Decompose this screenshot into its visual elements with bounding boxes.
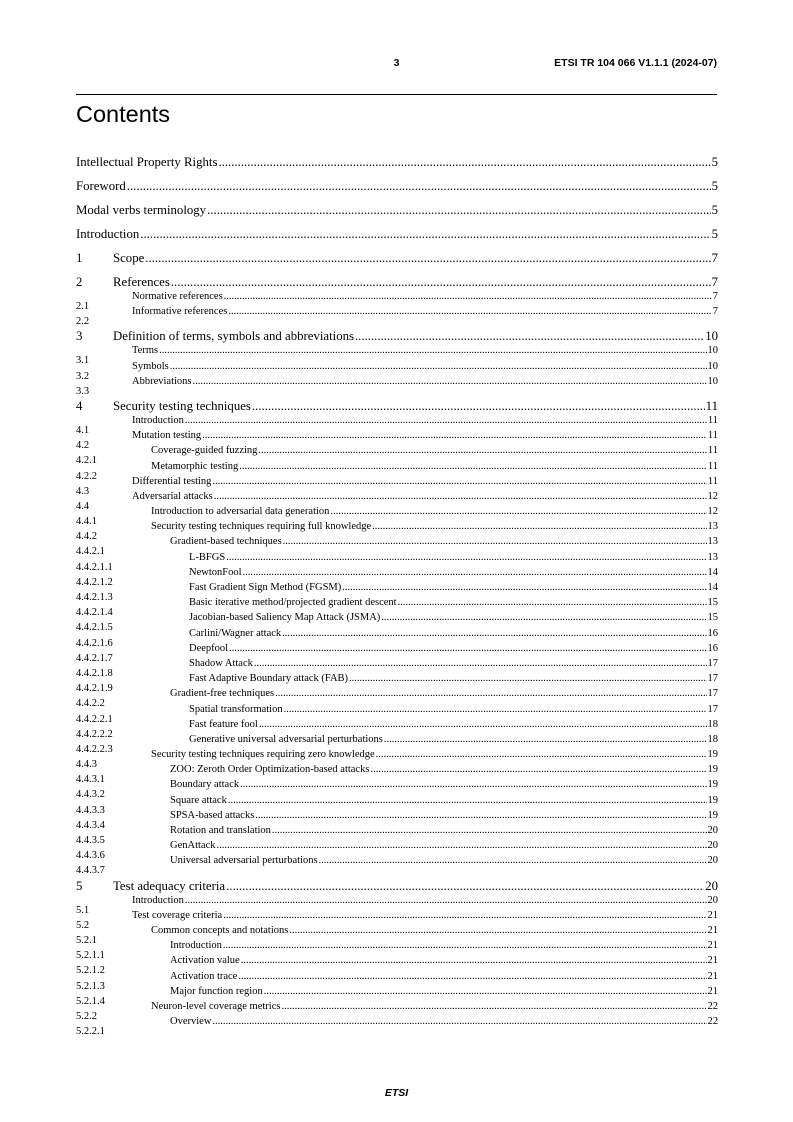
toc-entry[interactable]: 4.3 Differential testing ..... 11	[76, 474, 718, 489]
toc-entry[interactable]	[76, 252, 718, 265]
toc-entry-title: L-BFGS	[189, 551, 226, 563]
toc-entry-page: 17	[707, 673, 718, 685]
toc-entry-title: Terms	[132, 345, 159, 357]
toc-entry-page: 10	[707, 345, 718, 357]
toc-dot-leader	[398, 595, 707, 610]
toc-dot-leader	[372, 519, 706, 534]
toc-entry[interactable]: 4.4.3.4 SPSA-based attacks ..... 19	[76, 808, 718, 823]
toc-entry[interactable]: 4.4.2.1.6 Carlini/Wagner attack ..... 16	[76, 626, 718, 641]
toc-dot-leader	[212, 1014, 706, 1029]
toc-dot-leader	[224, 289, 712, 304]
toc-entry-page: 7	[711, 275, 718, 289]
toc-entry-page: 20	[707, 894, 718, 906]
toc-entry-title: Abbreviations	[132, 375, 192, 387]
toc-entry[interactable]: 3.1 Terms ..... 10	[76, 343, 718, 358]
toc-entry-page: 19	[707, 794, 718, 806]
toc-entry[interactable]: 3.3 Abbreviations ..... 10	[76, 374, 718, 389]
toc-dot-leader	[207, 204, 711, 217]
toc-entry-page: 14	[707, 582, 718, 593]
toc-entry-title: Carlini/Wagner attack	[189, 627, 282, 639]
toc-entry-title: Generative universal adversarial perturbations	[189, 733, 383, 745]
toc-entry-page: 5	[711, 179, 718, 193]
toc-dot-leader	[254, 656, 707, 671]
toc-entry[interactable]: 4.4.3.2 Boundary attack ..... 19	[76, 777, 718, 792]
toc-entry[interactable]: 4.4.2.1.8 Shadow Attack ..... 17	[76, 656, 718, 671]
toc-dot-leader	[185, 893, 707, 908]
toc-entry-page: 16	[707, 627, 718, 639]
toc-dot-leader	[376, 747, 707, 762]
toc-entry-title: Scope	[113, 251, 145, 265]
toc-entry-page: 17	[707, 703, 718, 715]
toc-entry-page: 14	[707, 566, 718, 578]
toc-entry-page: 7	[712, 291, 718, 302]
toc-entry[interactable]: 5.2.1.2 Activation value ..... 21	[76, 953, 718, 968]
toc-entry-title: Square attack	[170, 794, 227, 806]
toc-entry-page: 13	[707, 551, 718, 563]
toc-entry-page: 21	[707, 985, 718, 997]
toc-entry[interactable]: 4.4.2.1.9 Fast Adaptive Boundary attack (FAB) ..... 17	[76, 671, 718, 686]
toc-entry[interactable]: 5.1 Introduction ..... 20	[76, 893, 718, 908]
toc-entry-number: 4	[76, 398, 83, 413]
toc-entry-title: Intellectual Property Rights	[76, 155, 218, 169]
toc-entry-page: 20	[707, 840, 718, 852]
toc-dot-leader	[202, 428, 707, 443]
toc-dot-leader	[259, 717, 707, 732]
toc-dot-leader	[289, 923, 706, 938]
toc-entry-page: 10	[705, 329, 718, 344]
toc-entry[interactable]	[76, 156, 718, 169]
toc-entry[interactable]: 2.2 Informative references ..... 7	[76, 304, 718, 319]
toc-entry-title: GenAttack	[170, 840, 216, 852]
toc-entry-title: Foreword	[76, 179, 126, 193]
toc-entry-page: 22	[707, 1016, 718, 1028]
toc-dot-leader	[330, 504, 706, 519]
toc-entry-page: 11	[707, 414, 718, 426]
toc-entry-title: Security testing techniques requiring zero knowledge	[151, 749, 375, 761]
toc-dot-leader	[355, 330, 704, 343]
toc-entry-page: 5	[711, 227, 718, 241]
toc-dot-leader	[241, 953, 707, 968]
toc-entry-title: Introduction	[170, 940, 222, 952]
toc-entry-page: 20	[707, 855, 718, 867]
toc-dot-leader	[275, 686, 706, 701]
toc-entry[interactable]: 3.2 Symbols ..... 10	[76, 359, 718, 374]
toc-entry[interactable]: 4.4.2.1.5 Jacobian-based Saliency Map Attack (JSMA) ..... 15	[76, 610, 718, 625]
toc-entry-title: Jacobian-based Saliency Map Attack (JSMA)	[189, 612, 381, 624]
toc-entry[interactable]: 4.4.2.2.3 Generative universal adversarial perturbations ..... 18	[76, 732, 718, 747]
toc-entry[interactable]: 4.4.2.1.2 NewtonFool ..... 14	[76, 565, 718, 580]
toc-dot-leader	[240, 777, 706, 792]
header-rule	[76, 94, 717, 95]
toc-entry[interactable]: 5.2.2.1 Overview ..... 22	[76, 1014, 718, 1029]
toc-dot-leader	[381, 610, 706, 625]
toc-entry-page: 19	[707, 749, 718, 761]
toc-entry-title: Security testing techniques requiring full knowledge	[151, 521, 372, 533]
toc-dot-leader	[229, 641, 706, 656]
toc-dot-leader	[342, 580, 706, 595]
toc-entry[interactable]	[76, 228, 718, 241]
toc-dot-leader	[127, 180, 711, 193]
toc-entry-title: Introduction	[76, 227, 140, 241]
toc-entry[interactable]	[76, 880, 718, 893]
toc-entry[interactable]	[76, 330, 718, 343]
toc-dot-leader	[216, 838, 706, 853]
toc-entry[interactable]: 5.2.1.4 Major function region ..... 21	[76, 984, 718, 999]
toc-entry-title: Neuron-level coverage metrics	[151, 1000, 281, 1012]
toc-dot-leader	[159, 343, 706, 358]
toc-entry-title: Coverage-guided fuzzing	[151, 445, 258, 457]
toc-entry[interactable]: 4.2 Mutation testing ..... 11	[76, 428, 718, 443]
toc-dot-leader	[238, 969, 706, 984]
toc-entry-page: 16	[707, 642, 718, 654]
toc-dot-leader	[185, 413, 707, 428]
toc-entry-title: Fast Gradient Sign Method (FGSM)	[189, 582, 342, 593]
toc-entry-page: 11	[705, 398, 718, 413]
toc-dot-leader	[264, 984, 707, 999]
toc-entry-page: 10	[707, 375, 718, 387]
toc-entry[interactable]: 4.4.3 Security testing techniques requiring zero knowledge ..... 19	[76, 747, 718, 762]
toc-entry-page: 19	[707, 809, 718, 821]
toc-entry[interactable]: 4.1 Introduction ..... 11	[76, 413, 718, 428]
toc-entry[interactable]	[76, 276, 718, 289]
toc-dot-leader	[319, 853, 707, 868]
toc-entry-title: Fast feature fool	[189, 718, 258, 730]
toc-entry-title: References	[113, 275, 170, 289]
toc-entry-title: ZOO: Zeroth Order Optimization-based attacks	[170, 764, 370, 776]
toc-dot-leader	[243, 565, 707, 580]
toc-entry-page: 21	[707, 970, 718, 982]
toc-dot-leader	[223, 908, 706, 923]
toc-entry-title: Gradient-based techniques	[170, 536, 282, 548]
toc-entry[interactable]: 5.2.1.3 Activation trace ..... 21	[76, 969, 718, 984]
toc-entry-title: Activation trace	[170, 970, 238, 982]
toc-dot-leader	[284, 702, 707, 717]
toc-entry-title: Introduction	[132, 894, 184, 906]
toc-dot-leader	[223, 938, 707, 953]
toc-entry[interactable]: 5.2 Test coverage criteria ..... 21	[76, 908, 718, 923]
footer-logo-text: ETSI	[384, 1087, 409, 1099]
toc-entry-page: 11	[707, 430, 718, 442]
toc-dot-leader	[226, 880, 704, 893]
toc-entry[interactable]: 4.2.2 Metamorphic testing ..... 11	[76, 459, 718, 474]
toc-entry[interactable]: 4.4.2.2 Gradient-free techniques ..... 17	[76, 686, 718, 701]
page-header	[76, 57, 717, 73]
toc-entry-title: Test adequacy criteria	[113, 878, 226, 893]
toc-entry-page: 13	[707, 536, 718, 548]
toc-entry-page: 18	[707, 718, 718, 730]
page-number: 3	[393, 57, 400, 69]
toc-entry[interactable]: 2.1 Normative references ..... 7	[76, 289, 718, 304]
toc-entry-number: 5	[76, 878, 83, 893]
toc-entry-title: Security testing techniques	[113, 398, 251, 413]
toc-entry-title: Test coverage criteria	[132, 909, 223, 921]
toc-entry[interactable]: 4.4.2.1 Gradient-based techniques ..... 13	[76, 534, 718, 549]
toc-entry-page: 19	[707, 779, 718, 791]
toc-dot-leader	[193, 374, 707, 389]
toc-entry-page: 15	[707, 612, 718, 624]
toc-entry-title: NewtonFool	[189, 566, 242, 578]
toc-entry-title: Symbols	[132, 360, 169, 372]
toc-entry[interactable]: 4.4.2.1.3 Fast Gradient Sign Method (FGSM) ..... 14	[76, 580, 718, 595]
toc-entry[interactable]: 5.2.1 Common concepts and notations ..... 21	[76, 923, 718, 938]
toc-entry[interactable]	[76, 204, 718, 217]
toc-entry[interactable]: 5.2.2 Neuron-level coverage metrics ..... 22	[76, 999, 718, 1014]
toc-entry-title: Definition of terms, symbols and abbreviations	[113, 329, 354, 344]
toc-entry-page: 11	[707, 475, 718, 487]
toc-entry-page: 22	[707, 1000, 718, 1012]
toc-entry-page: 7	[711, 251, 718, 265]
toc-entry-page: 17	[707, 657, 718, 669]
toc-entry-page: 17	[707, 688, 718, 700]
toc-entry-title: Activation value	[170, 955, 240, 967]
toc-entry-title: Metamorphic testing	[151, 460, 239, 472]
toc-dot-leader	[282, 626, 706, 641]
toc-entry[interactable]: 4.4.3.3 Square attack ..... 19	[76, 793, 718, 808]
toc-dot-leader	[171, 276, 711, 289]
toc-dot-leader	[255, 808, 706, 823]
toc-entry-title: Fast Adaptive Boundary attack (FAB)	[189, 673, 349, 685]
toc-dot-leader	[370, 762, 706, 777]
toc-entry-title: Deepfool	[189, 642, 229, 654]
toc-entry-page: 21	[707, 955, 718, 967]
toc-entry[interactable]: 4.4.3.5 Rotation and translation ..... 20	[76, 823, 718, 838]
toc-dot-leader	[228, 304, 711, 319]
toc-dot-leader	[212, 474, 706, 489]
toc-entry-page: 20	[707, 825, 718, 836]
toc-entry-title: Introduction	[132, 414, 184, 426]
toc-entry-page: 5	[711, 203, 718, 217]
toc-entry-title: Rotation and translation	[170, 825, 271, 836]
toc-dot-leader	[272, 823, 707, 838]
table-of-contents	[76, 145, 718, 1038]
page-title: Contents	[76, 101, 171, 127]
toc-entry-page: 12	[707, 490, 718, 502]
toc-dot-leader	[283, 534, 707, 549]
toc-dot-leader	[226, 550, 706, 565]
toc-dot-leader	[214, 489, 707, 504]
toc-entry[interactable]: 4.4.3.6 GenAttack ..... 20	[76, 838, 718, 853]
toc-dot-leader	[258, 443, 706, 458]
toc-entry[interactable]: 4.4.2 Security testing techniques requiring full knowledge ..... 13	[76, 519, 718, 534]
toc-dot-leader	[252, 400, 705, 413]
toc-entry[interactable]: 4.4.3.7 Universal adversarial perturbations ..... 20	[76, 853, 718, 868]
toc-entry[interactable]: 4.4.2.2.2 Fast feature fool ..... 18	[76, 717, 718, 732]
toc-entry-title: Basic iterative method/projected gradient descent	[189, 597, 397, 609]
toc-entry[interactable]: 4.4 Adversarial attacks ..... 12	[76, 489, 718, 504]
toc-dot-leader	[228, 793, 707, 808]
document-id: ETSI TR 104 066 V1.1.1 (2024-07)	[554, 57, 717, 69]
toc-entry[interactable]: 4.4.1 Introduction to adversarial data generation ..... 12	[76, 504, 718, 519]
toc-entry-title: Shadow Attack	[189, 657, 253, 669]
toc-entry[interactable]	[76, 400, 718, 413]
toc-entry-number: 1	[76, 251, 83, 265]
toc-entry-number: 2	[76, 275, 83, 289]
toc-dot-leader	[218, 156, 710, 169]
toc-entry[interactable]	[76, 180, 718, 193]
toc-dot-leader	[145, 252, 710, 265]
toc-entry[interactable]: 4.4.2.1.1 L-BFGS ..... 13	[76, 550, 718, 565]
toc-entry-page: 21	[707, 924, 718, 936]
toc-entry-page: 15	[707, 597, 718, 609]
toc-entry-title: Adversarial attacks	[132, 490, 213, 502]
toc-entry-page: 19	[707, 764, 718, 776]
toc-dot-leader	[349, 671, 706, 686]
toc-entry[interactable]: 5.2.1.1 Introduction ..... 21	[76, 938, 718, 953]
toc-entry-page: 5	[711, 155, 718, 169]
toc-entry[interactable]: 4.4.2.2.1 Spatial transformation ..... 17	[76, 702, 718, 717]
toc-entry-page: 18	[707, 733, 718, 745]
toc-entry-title: Modal verbs terminology	[76, 203, 207, 217]
toc-entry-page: 21	[707, 909, 718, 921]
toc-dot-leader	[239, 459, 707, 474]
toc-entry[interactable]: 4.4.2.1.4 Basic iterative method/projected gradient descent ..... 15	[76, 595, 718, 610]
toc-entry-title: Normative references	[132, 291, 223, 302]
toc-entry-title: Informative references	[132, 306, 228, 318]
toc-dot-leader	[384, 732, 707, 747]
toc-entry-page: 21	[707, 940, 718, 952]
toc-entry-page: 7	[712, 306, 718, 318]
toc-entry-page: 13	[707, 521, 718, 533]
toc-entry-number: 3	[76, 329, 83, 344]
toc-entry[interactable]: 4.2.1 Coverage-guided fuzzing ..... 11	[76, 443, 718, 458]
toc-entry-page: 11	[707, 445, 718, 457]
toc-entry-title: Differential testing	[132, 475, 212, 487]
toc-entry[interactable]: 4.4.3.1 ZOO: Zeroth Order Optimization-based attacks ..... 19	[76, 762, 718, 777]
toc-entry-title: Overview	[170, 1016, 212, 1028]
toc-entry-title: Introduction to adversarial data generation	[151, 506, 330, 518]
toc-entry-page: 20	[705, 878, 718, 893]
toc-entry-title: Gradient-free techniques	[170, 688, 275, 700]
toc-entry-title: Mutation testing	[132, 430, 202, 442]
toc-entry[interactable]: 4.4.2.1.7 Deepfool ..... 16	[76, 641, 718, 656]
toc-dot-leader	[170, 359, 707, 374]
toc-entry-title: Universal adversarial perturbations	[170, 855, 318, 867]
toc-entry-title: Major function region	[170, 985, 263, 997]
toc-entry-title: Boundary attack	[170, 779, 240, 791]
toc-entry-title: Common concepts and notations	[151, 924, 289, 936]
toc-dot-leader	[140, 228, 710, 241]
toc-entry-title: Spatial transformation	[189, 703, 283, 715]
toc-entry-page: 11	[707, 460, 718, 472]
toc-entry-page: 12	[707, 506, 718, 518]
toc-dot-leader	[281, 999, 706, 1014]
toc-entry-page: 10	[707, 360, 718, 372]
toc-entry-title: SPSA-based attacks	[170, 809, 255, 821]
